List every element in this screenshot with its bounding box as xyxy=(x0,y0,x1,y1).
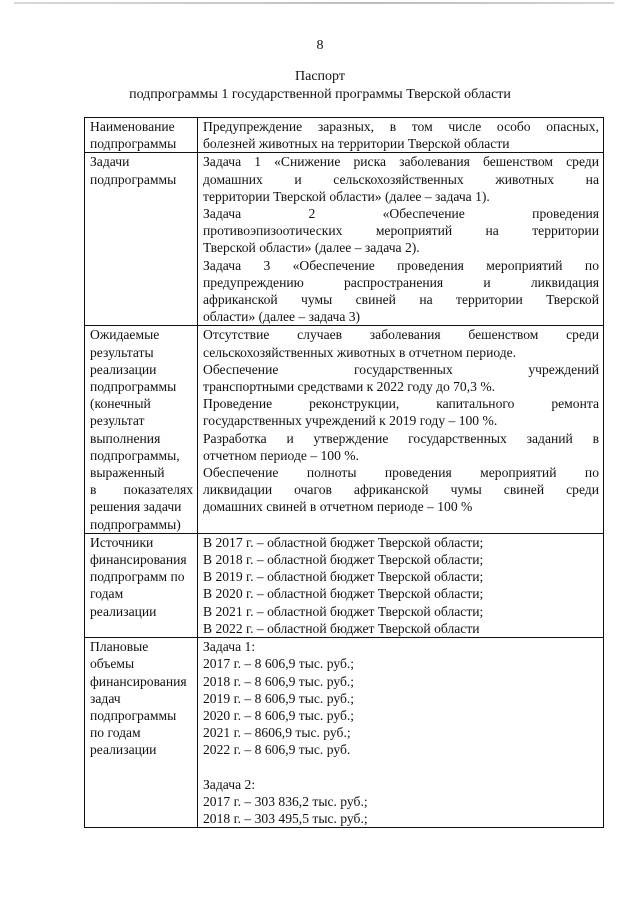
row-label-line: задач xyxy=(90,690,121,706)
row-label-line: подпрограммы) xyxy=(90,516,181,532)
row-value-line: предупреждению распространения и ликвидация xyxy=(203,274,599,290)
table-row-expected-results xyxy=(85,326,604,533)
row-label-line: (конечный xyxy=(90,396,151,412)
row-label-line: подпрограммы, xyxy=(90,447,180,463)
row-value-line: В 2018 г. – областной бюджет Тверской области; xyxy=(203,552,484,568)
row-value-line: Задача 3 «Обеспечение проведения мероприятий по xyxy=(203,257,599,273)
row-label-line: подпрограммы xyxy=(90,379,177,395)
row-label-line: финансирования xyxy=(90,552,187,568)
row-value-line: Предупреждение заразных, в том числе особо опасных, xyxy=(203,119,599,134)
row-value-line: Задача 1: xyxy=(203,639,256,655)
row-value-line: отчетном периоде – 100 %. xyxy=(203,447,360,463)
row-value-line: Проведение реконструкции, капитального ремонта xyxy=(203,396,599,412)
row-label-cell xyxy=(85,326,198,533)
row-value-line: 2017 г. – 8 606,9 тыс. руб.; xyxy=(203,656,355,672)
row-value-line: 2018 г. – 303 495,5 тыс. руб.; xyxy=(203,810,368,826)
row-value-line: В 2019 г. – областной бюджет Тверской области; xyxy=(203,569,484,585)
row-label-line: подпрограммы xyxy=(90,136,177,152)
row-label-line: выраженный xyxy=(90,465,165,481)
row-value-line: ликвидации очагов африканской чумы свиней среди xyxy=(203,482,599,498)
title-line-1: Паспорт xyxy=(295,69,345,84)
row-label-line: в показателях xyxy=(90,482,193,498)
row-value-line: В 2017 г. – областной бюджет Тверской области; xyxy=(203,534,484,550)
row-label-line: Ожидаемые xyxy=(90,327,160,343)
row-value-line: В 2021 г. – областной бюджет Тверской области; xyxy=(203,603,484,619)
row-label-line: Плановые xyxy=(90,639,149,655)
row-value-line: противоэпизоотических мероприятий на территории xyxy=(203,223,599,239)
row-value-line: домашних свиней в отчетном периоде – 100 % xyxy=(203,499,473,515)
row-label-line: годам xyxy=(90,586,124,602)
row-value-line: Задача 1 «Снижение риска заболевания бешенством среди xyxy=(203,154,599,170)
row-value-line: 2022 г. – 8 606,9 тыс. руб. xyxy=(203,742,351,758)
row-label-line: реализации xyxy=(90,361,157,377)
blank-line xyxy=(203,759,599,776)
row-value-line: 2018 г. – 8 606,9 тыс. руб.; xyxy=(203,673,355,689)
row-label-line: результат xyxy=(90,413,145,429)
row-label-cell xyxy=(85,533,198,637)
row-value-line: 2017 г. – 303 836,2 тыс. руб.; xyxy=(203,793,368,809)
row-label-line: подпрограммы xyxy=(90,171,177,187)
table-row-subprogram-name xyxy=(85,118,604,153)
row-label-line: объемы xyxy=(90,656,135,672)
row-label-line: подпрограммы xyxy=(90,707,177,723)
row-value-line: Обеспечение полноты проведения мероприятий по xyxy=(203,465,599,481)
row-value-line: Задача 2 «Обеспечение проведения xyxy=(203,206,599,222)
row-value-line: африканской чумы свиней на территории Тверской xyxy=(203,292,599,308)
row-label-line: подпрограмм по xyxy=(90,569,185,585)
row-value-line: Отсутствие случаев заболевания бешенством среди xyxy=(203,327,599,343)
row-value-line: болезней животных на территории Тверской области xyxy=(203,136,510,152)
row-value-line: сельскохозяйственных животных в отчетном периоде. xyxy=(203,344,517,360)
row-label-line: финансирования xyxy=(90,673,187,689)
row-value-line: государственных учреждений к 2019 году – 100 %. xyxy=(203,413,498,429)
row-label-line: решения задачи xyxy=(90,499,182,515)
row-value-line: 2020 г. – 8 606,9 тыс. руб.; xyxy=(203,707,355,723)
row-value-line: территории Тверской области» (далее – задача 1). xyxy=(203,188,490,204)
document-title xyxy=(0,68,640,104)
row-label-cell xyxy=(85,638,198,828)
row-value-line: В 2020 г. – областной бюджет Тверской области; xyxy=(203,586,484,602)
row-value-line: В 2022 г. – областной бюджет Тверской области xyxy=(203,620,480,636)
row-value-cell xyxy=(198,638,604,828)
row-value-line: Разработка и утверждение государственных заданий в xyxy=(203,430,599,446)
row-value-cell xyxy=(198,118,604,153)
row-label-line: по годам xyxy=(90,725,141,741)
row-value-line: Обеспечение государственных учреждений xyxy=(203,361,599,377)
row-value-cell xyxy=(198,326,604,533)
table-row-planned-funding xyxy=(85,638,604,828)
row-label-cell xyxy=(85,153,198,326)
row-value-line: Задача 2: xyxy=(203,776,256,792)
row-label-cell xyxy=(85,118,198,153)
scan-top-edge xyxy=(14,2,614,4)
table-row-funding-sources xyxy=(85,533,604,637)
row-label-line: Источники xyxy=(90,534,154,550)
row-label-line: Задачи xyxy=(90,154,130,170)
row-value-line: 2021 г. – 8606,9 тыс. руб.; xyxy=(203,725,351,741)
row-value-line: Тверской области» (далее – задача 2). xyxy=(203,240,420,256)
passport-table xyxy=(84,117,604,828)
row-value-line: 2019 г. – 8 606,9 тыс. руб.; xyxy=(203,690,355,706)
row-value-line: домашних и сельскохозяйственных животных на xyxy=(203,171,599,187)
row-value-cell xyxy=(198,533,604,637)
row-value-line: области» (далее – задача 3) xyxy=(203,309,361,325)
row-label-line: выполнения xyxy=(90,430,161,446)
title-line-2: подпрограммы 1 государственной программы Тверской области xyxy=(129,87,511,102)
row-value-cell xyxy=(198,153,604,326)
row-value-line: транспортными средствами к 2022 году до 70,3 %. xyxy=(203,379,496,395)
row-label-line: реализации xyxy=(90,603,157,619)
table-row-tasks xyxy=(85,153,604,326)
row-label-line: Наименование xyxy=(90,119,175,134)
row-label-line: результаты xyxy=(90,344,154,360)
row-label-line: реализации xyxy=(90,742,157,758)
page-number: 8 xyxy=(316,38,324,53)
